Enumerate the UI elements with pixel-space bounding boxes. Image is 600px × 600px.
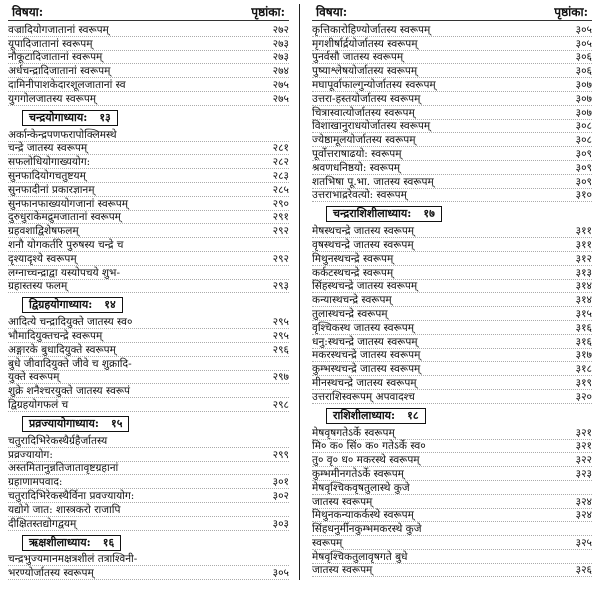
entry-title: यूपादिजातानां स्वरूपम् <box>8 37 93 50</box>
entry-title: चित्रास्वात्योर्जातस्य स्वरूपम् <box>312 106 415 119</box>
index-entry <box>312 161 592 175</box>
entry-title: तुलास्थचन्द्रे स्वरूपम् <box>312 307 388 320</box>
index-entry <box>8 37 289 51</box>
chapter-number: १८ <box>407 408 419 422</box>
index-entry <box>8 475 289 489</box>
chapter-number: १६ <box>102 535 115 549</box>
entry-page-number: ३१२ <box>575 252 592 265</box>
left-column <box>8 4 300 580</box>
index-entry <box>312 64 592 78</box>
index-entry <box>312 467 592 481</box>
subject-header: विषया: <box>316 5 348 19</box>
entry-page-number: ३२१ <box>575 440 592 453</box>
entry-title: यद्योगे जात: शास्त्रकरो राजापि <box>8 503 121 516</box>
entry-title: सुनफानफाख्ययोगजानां स्वरूपम् <box>8 197 129 210</box>
index-entry <box>312 238 592 252</box>
entry-title: वज्रादियोगजातानां स्वरूपम् <box>8 23 109 36</box>
index-entry <box>8 315 289 329</box>
index-entry <box>8 462 289 476</box>
entry-page-number: २९२ <box>272 225 289 238</box>
index-entry <box>312 280 592 294</box>
index-entry <box>8 155 289 169</box>
index-entry <box>312 362 592 376</box>
entry-title: अर्कान्केन्द्रपणफरापोक्लिमस्थे <box>8 128 117 141</box>
entry-title: कुम्भमीनगतेऽर्के स्वरूपम् <box>312 467 404 480</box>
entry-page-number: ३०९ <box>575 175 592 188</box>
entry-title: मेषस्थचन्द्रे जातस्य स्वरूपम् <box>312 225 415 238</box>
entry-page-number: ३११ <box>575 238 592 251</box>
entry-title: शनौ योगकर्तरि पुरुषस्य चन्द्रे च <box>8 238 124 251</box>
index-entry <box>8 371 289 385</box>
entry-page-number: ३०८ <box>575 134 592 147</box>
entry-page-number: ३०१ <box>272 476 289 489</box>
chapter-heading-row <box>8 531 289 553</box>
entry-title: ग्रहाणामपवाद: <box>8 476 63 489</box>
entry-page-number: ३०३ <box>272 517 289 530</box>
entry-title: दामिनीपाशकेदारशूलजातानां स्व <box>8 78 126 91</box>
index-entry <box>312 321 592 335</box>
entry-title: उत्तराशिस्वरूपम् अपवादश्च <box>312 390 415 403</box>
chapter-heading <box>326 408 426 424</box>
left-entry-list <box>8 23 289 580</box>
entry-title: अङ्गारके बुधादियुक्ते स्वरूपम् <box>8 343 116 356</box>
entry-title: मिथुनस्थचन्द्रे स्वरूपम् <box>312 252 394 265</box>
entry-title: चन्द्रे जातस्य स्वरूपम् <box>8 142 88 155</box>
index-entry <box>312 252 592 266</box>
chapter-heading <box>22 416 129 432</box>
index-entry <box>8 398 289 412</box>
page-number-header: पृष्ठांका: <box>554 5 588 19</box>
entry-title: उत्तराभाद्ररेवत्यो: स्वरूपम् <box>312 189 407 202</box>
chapter-heading-row <box>8 412 289 434</box>
entry-title: दीक्षितस्तद्योगद्वयम् <box>8 517 77 530</box>
index-entry <box>312 522 592 536</box>
entry-title: द्विग्रहयोगफलं च <box>8 398 69 411</box>
index-entry <box>8 489 289 503</box>
index-entry <box>312 23 592 37</box>
entry-page-number: ३१६ <box>575 335 592 348</box>
entry-title: दृश्यादृश्ये स्वरूपम् <box>8 252 77 265</box>
right-column-header <box>312 4 592 21</box>
entry-page-number: ३२३ <box>575 467 592 480</box>
entry-page-number: ३२६ <box>575 564 592 577</box>
index-entry <box>8 211 289 225</box>
entry-page-number: ३१३ <box>575 266 592 279</box>
entry-title: नौकूटादिजातानां स्वरूपम् <box>8 51 103 64</box>
entry-page-number: ३०५ <box>272 567 289 580</box>
entry-title: ग्रहास्तस्य फलम् <box>8 280 68 293</box>
index-entry <box>312 335 592 349</box>
chapter-number: १७ <box>423 207 435 221</box>
entry-page-number: ३०७ <box>575 106 592 119</box>
entry-page-number: ३०५ <box>575 23 592 36</box>
entry-title: प्रव्रज्यायोग: <box>8 448 53 461</box>
entry-page-number: २८१ <box>272 142 289 155</box>
entry-page-number: २९८ <box>272 398 289 411</box>
entry-page-number: ३१५ <box>575 307 592 320</box>
entry-page-number: ३१८ <box>575 363 592 376</box>
entry-page-number: ३२२ <box>575 454 592 467</box>
entry-title: भौमादियुक्तचन्द्रे स्वरूपम् <box>8 329 103 342</box>
chapter-number: १५ <box>110 416 123 430</box>
index-entry <box>312 106 592 120</box>
index-entry <box>8 553 289 567</box>
entry-page-number: २८२ <box>272 156 289 169</box>
chapter-title: प्रव्रज्यायोगाध्याय: <box>29 416 99 430</box>
entry-page-number: २९२ <box>272 252 289 265</box>
index-entry <box>8 51 289 65</box>
index-entry <box>312 509 592 523</box>
entry-title: वृश्चिकस्थ जातस्य स्वरूपम् <box>312 321 415 334</box>
index-entry <box>8 252 289 266</box>
chapter-title: राशिशीलाध्याय: <box>333 408 396 422</box>
chapter-title: चन्द्रयोगाध्याय: <box>29 110 88 124</box>
index-entry <box>8 197 289 211</box>
entry-title: सुनफादियोगचतुष्टयम् <box>8 169 86 182</box>
entry-page-number: २९० <box>272 197 289 210</box>
index-columns <box>8 4 592 580</box>
entry-title: स्वरूपम् <box>312 536 343 549</box>
entry-title: चन्द्रभुज्यमानमक्षत्रशीलं तत्राश्विनी- <box>8 553 138 566</box>
entry-title: ज्येष्ठामूलयोर्जातस्य स्वरूपम् <box>312 134 416 147</box>
index-entry <box>312 307 592 321</box>
entry-title: सिंहस्थचन्द्रे जातस्य स्वरूपम् <box>312 280 418 293</box>
index-entry <box>312 92 592 106</box>
index-entry <box>8 92 289 106</box>
index-entry <box>312 37 592 51</box>
entry-title: सफलोधियोगाख्ययोग: <box>8 156 91 169</box>
entry-page-number: २९९ <box>272 448 289 461</box>
index-entry <box>312 440 592 454</box>
index-entry <box>8 280 289 294</box>
entry-title: मेषवृषगतेऽर्के स्वरूपम् <box>312 426 395 439</box>
entry-page-number: ३१४ <box>575 294 592 307</box>
index-entry <box>8 384 289 398</box>
entry-page-number: २७३ <box>272 51 289 64</box>
index-entry <box>312 536 592 550</box>
subject-header: विषया: <box>12 5 44 19</box>
entry-page-number: ३१७ <box>575 349 592 362</box>
entry-page-number: ३०६ <box>575 65 592 78</box>
entry-title: कृत्तिकारोहिण्योर्जातस्य स्वरूपम् <box>312 23 431 36</box>
entry-title: आदित्ये चन्द्रादियुक्ते जातस्य स्व० <box>8 316 133 329</box>
index-entry <box>8 566 289 580</box>
entry-title: जातस्य स्वरूपम् <box>312 564 373 577</box>
chapter-title: चन्द्रराशिशीलाध्याय: <box>333 207 412 221</box>
entry-page-number: ३०७ <box>575 78 592 91</box>
entry-title: युगगोलजातस्य स्वरूपम् <box>8 92 97 105</box>
entry-page-number: २८५ <box>272 183 289 196</box>
left-column-header <box>8 4 289 21</box>
entry-title: मृगशीर्षार्द्रयोर्जातस्य स्वरूपम् <box>312 37 418 50</box>
entry-page-number: ३०२ <box>272 489 289 502</box>
index-entry <box>8 169 289 183</box>
index-entry <box>8 78 289 92</box>
entry-title: श्रवणधनिष्ठयो: स्वरूपम् <box>312 161 401 174</box>
chapter-title: द्विग्रहयोगाध्याय: <box>29 298 93 312</box>
entry-page-number: ३०५ <box>575 37 592 50</box>
entry-title: मिथुनकन्याकर्कस्थे स्वरूपम् <box>312 509 414 522</box>
index-entry <box>312 224 592 238</box>
index-entry <box>8 128 289 142</box>
index-entry <box>312 189 592 203</box>
index-entry <box>312 495 592 509</box>
chapter-heading-row <box>8 293 289 315</box>
entry-title: कुम्भस्थचन्द्रे जातस्य स्वरूपम् <box>312 363 421 376</box>
index-entry <box>8 329 289 343</box>
entry-title: युक्ते स्वरूपम् <box>8 371 60 384</box>
index-entry <box>312 147 592 161</box>
entry-title: शतभिषा पू.भा. जातस्य स्वरूपम् <box>312 175 434 188</box>
entry-page-number: ३१९ <box>575 376 592 389</box>
entry-page-number: २७२ <box>272 23 289 36</box>
entry-title: जातस्य स्वरूपम् <box>312 495 373 508</box>
entry-page-number: २९६ <box>272 343 289 356</box>
entry-title: अस्तमितानुन्नतिजातावृष्टग्रहानां <box>8 462 119 475</box>
entry-page-number: २९७ <box>272 371 289 384</box>
index-entry <box>312 426 592 440</box>
entry-title: लग्नाच्चन्द्राद्वा यस्योपचये शुभ- <box>8 266 120 279</box>
entry-title: सिंहधनुर्मीनकुम्भमकरस्थे कुजे <box>312 523 422 536</box>
chapter-heading <box>22 535 121 551</box>
entry-title: चतुरादिभिरेकस्थैर्ग्रहैर्जातस्य <box>8 434 108 447</box>
entry-title: मेषवृश्चिकतुलावृषगते बुधे <box>312 550 408 563</box>
entry-title: तु० वृ० ध० मकरस्थे स्वरूपम् <box>312 454 420 467</box>
chapter-number: १४ <box>104 298 116 312</box>
entry-title: वृषस्थचन्द्रे जातस्य स्वरूपम् <box>312 238 414 251</box>
page-number-header: पृष्ठांका: <box>251 5 285 19</box>
index-entry <box>8 357 289 371</box>
entry-title: धनु:स्थचन्द्रे जातस्य स्वरूपम् <box>312 335 418 348</box>
entry-page-number: ३११ <box>575 225 592 238</box>
entry-title: चतुरादिभिरेकस्थैर्विना प्रवज्यायोग: <box>8 489 135 502</box>
index-entry <box>8 224 289 238</box>
right-entry-list <box>312 23 592 577</box>
index-entry <box>312 390 592 404</box>
entry-title: पुष्याश्लेषयोर्जातस्य स्वरूपम् <box>312 65 418 78</box>
index-entry <box>312 266 592 280</box>
chapter-heading-row <box>8 106 289 128</box>
entry-page-number: २९५ <box>272 316 289 329</box>
entry-page-number: ३१० <box>575 189 592 202</box>
index-entry <box>8 343 289 357</box>
entry-title: दुरुधुराकेमद्रुमजातानां स्वरूपम् <box>8 211 121 224</box>
entry-page-number: २७४ <box>272 65 289 78</box>
entry-page-number: ३२० <box>575 390 592 403</box>
index-entry <box>8 503 289 517</box>
chapter-number: १३ <box>99 110 111 124</box>
chapter-heading-row <box>312 202 592 224</box>
chapter-title: ऋक्षशीलाध्याय: <box>29 535 91 549</box>
entry-page-number: ३२४ <box>575 495 592 508</box>
entry-title: बुधे जीवादियुक्ते जीवे च शुक्रादि- <box>8 357 132 370</box>
entry-page-number: ३०९ <box>575 161 592 174</box>
entry-title: मकरस्थचन्द्रे जातस्य स्वरूपम् <box>312 349 421 362</box>
chapter-heading-row <box>312 404 592 426</box>
entry-page-number: २९५ <box>272 329 289 342</box>
index-entry <box>8 142 289 156</box>
index-entry <box>8 266 289 280</box>
index-entry <box>312 453 592 467</box>
entry-title: मीनस्थचन्द्रे जातस्य स्वरूपम् <box>312 376 417 389</box>
entry-title: मि० क० सिं० क० गतेऽर्के स्व० <box>312 440 426 453</box>
chapter-heading <box>326 206 442 222</box>
entry-title: मघापूर्वाफाल्गुन्योर्जातस्य स्वरूपम् <box>312 78 436 91</box>
index-entry <box>8 183 289 197</box>
index-entry <box>8 64 289 78</box>
entry-page-number: ३०८ <box>575 120 592 133</box>
index-entry <box>312 293 592 307</box>
entry-page-number: ३०९ <box>575 147 592 160</box>
entry-title: कर्कटस्थचन्द्रे स्वरूपम् <box>312 266 394 279</box>
entry-title: भरण्योर्जातस्य स्वरूपम् <box>8 567 94 580</box>
right-column <box>300 4 592 580</box>
entry-page-number: २९१ <box>272 211 289 224</box>
entry-page-number: ३२४ <box>575 509 592 522</box>
entry-title: पुनर्वसौ जातस्य स्वरूपम् <box>312 51 404 64</box>
entry-page-number: ३०६ <box>575 51 592 64</box>
index-entry <box>312 51 592 65</box>
entry-page-number: २७३ <box>272 37 289 50</box>
entry-title: ग्रहवशाद्विशेषफलम् <box>8 225 79 238</box>
entry-title: उत्तरा-हस्तयोर्जातस्य स्वरूपम् <box>312 92 421 105</box>
index-entry <box>8 238 289 252</box>
entry-page-number: २७५ <box>272 78 289 91</box>
entry-page-number: ३२१ <box>575 426 592 439</box>
index-entry <box>312 550 592 564</box>
index-entry <box>312 564 592 578</box>
index-entry <box>8 517 289 531</box>
entry-title: शुक्रे शनैश्चरयुक्ते जातस्य स्वरूपं <box>8 385 131 398</box>
index-entry <box>312 376 592 390</box>
entry-title: सुनफादीनां प्रकारज्ञानम् <box>8 183 95 196</box>
entry-title: अर्धचन्द्रादिजातानां स्वरूपम् <box>8 65 111 78</box>
entry-title: विशाखानुराधयोर्जातस्य स्वरूपम् <box>312 120 431 133</box>
chapter-heading <box>22 110 118 126</box>
entry-page-number: ३२५ <box>575 536 592 549</box>
entry-page-number: २८३ <box>272 169 289 182</box>
entry-page-number: ३०७ <box>575 92 592 105</box>
entry-page-number: ३१६ <box>575 321 592 334</box>
entry-page-number: ३१४ <box>575 280 592 293</box>
index-entry <box>8 448 289 462</box>
index-entry <box>312 349 592 363</box>
index-entry <box>8 434 289 448</box>
index-entry <box>312 175 592 189</box>
entry-page-number: २९३ <box>272 280 289 293</box>
entry-title: कन्यास्थचन्द्रे स्वरूपम् <box>312 294 392 307</box>
entry-title: पूर्वोत्तराषाढयो: स्वरूपम् <box>312 147 402 160</box>
index-entry <box>312 120 592 134</box>
entry-title: मेषवृश्चिकवृषतुलास्थे कुजे <box>312 481 410 494</box>
entry-page-number: २७५ <box>272 92 289 105</box>
chapter-heading <box>22 297 123 313</box>
index-entry <box>312 481 592 495</box>
index-entry <box>312 133 592 147</box>
index-entry <box>8 23 289 37</box>
index-entry <box>312 78 592 92</box>
